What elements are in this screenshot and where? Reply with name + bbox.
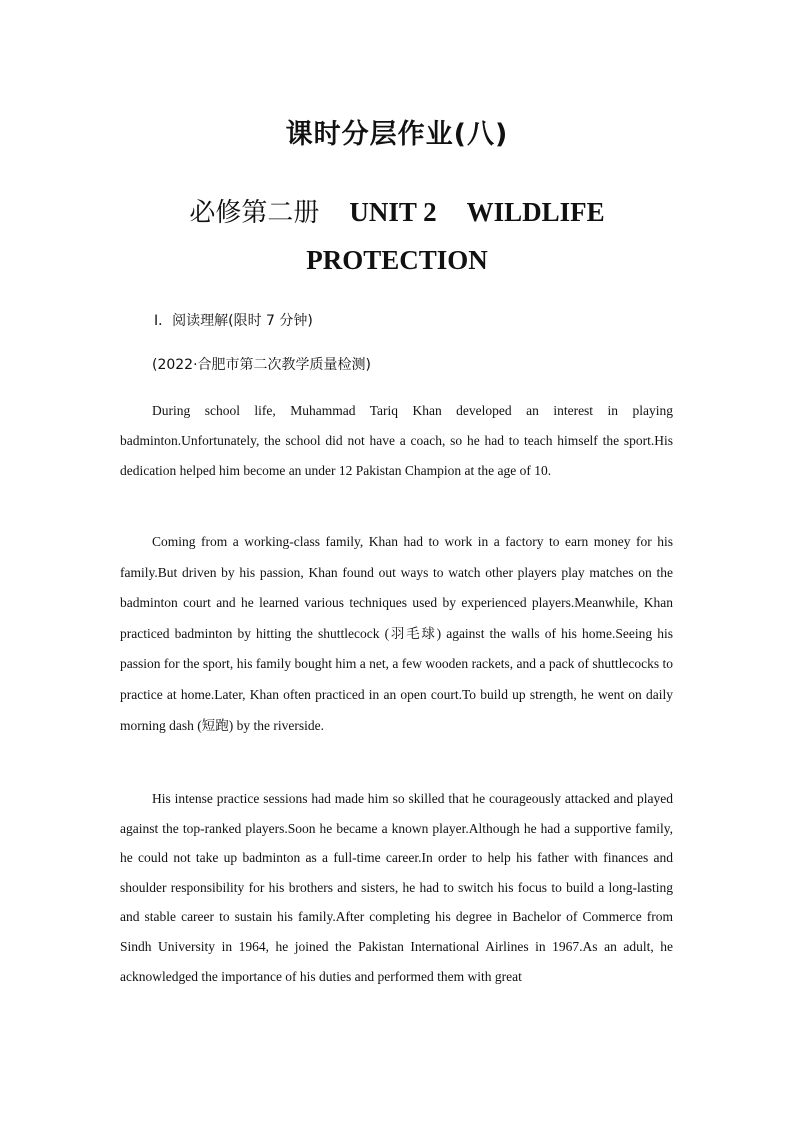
- paragraph: Coming from a working-class family, Khan had to work in a factory to earn money for his family.But driven by his passion, Khan found out ways to watch other players play matches on the badminton court and he learned various techniques used by experienced players.Meanwhile, Khan practiced badminton by hitting the shuttlecock (羽毛球) against the walls of his home.Seeing his passion for the sport, his family bought him a net, a few wooden rackets, and a pack of shuttlecocks to practice at home.Later, Khan often practiced in an open court.To build up strength, he went on daily morning dash (短跑) by the riverside.: [120, 534, 673, 733]
- subtitle-topic-a: WILDLIFE: [466, 197, 605, 227]
- source-note: (2022·合肥市第二次教学质量检测): [152, 357, 372, 373]
- paragraph: During school life, Muhammad Tariq Khan developed an interest in playing badminton.Unfortunately, the school did not have a coach, so he had to teach himself the sport.His dedication helped him become an under 12 Pakistan Champion at the age of 10.: [120, 403, 673, 478]
- unit-subtitle-line-1: [0, 192, 794, 229]
- subtitle-topic-b: PROTECTION: [306, 245, 488, 275]
- page-title: 课时分层作业(八): [285, 119, 509, 150]
- subtitle-unit: UNIT 2: [349, 197, 437, 227]
- section-heading: Ⅰ．阅读理解(限时 7 分钟): [154, 313, 313, 329]
- paragraph: His intense practice sessions had made him so skilled that he courageously attacked and played against the top-ranked players.Soon he became a known player.Although he had a supportive family, he could not take up badminton as a full-time career.In order to help his father with finances and shoulder responsibility for his brothers and sisters, he had to switch his focus to build a long-lasting and stable career to sustain his family.After completing his degree in Bachelor of Commerce from Sindh University in 1964, he joined the Pakistan International Airlines in 1967.As an adult, he acknowledged the importance of his duties and performed them with great: [120, 791, 673, 984]
- subtitle-textbook: 必修第二册: [189, 198, 320, 228]
- unit-subtitle-line-2: [0, 245, 794, 276]
